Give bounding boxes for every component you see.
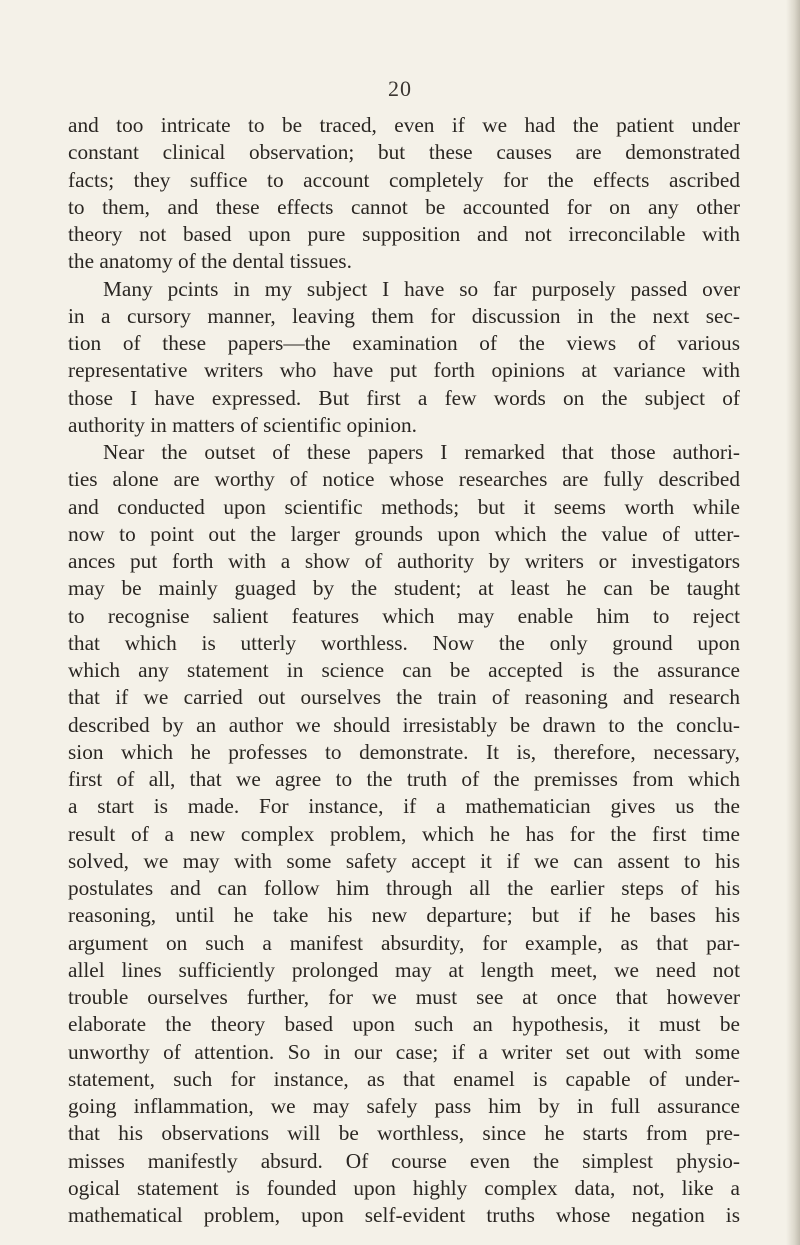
text-line: constant clinical observation; but these causes are demonstrated [68, 140, 740, 165]
text-line: that his observations will be worthless, since he starts from pre- [68, 1121, 740, 1146]
text-line: statement, such for instance, as that enamel is capable of under- [68, 1066, 740, 1091]
text-line: now to point out the larger grounds upon which the value of utter- [68, 521, 740, 546]
text-line: postulates and can follow him through all the earlier steps of his [68, 876, 740, 900]
text-line: ties alone are worthy of notice whose researches are fully described [68, 467, 740, 492]
page-number: 20 [388, 76, 412, 101]
text-line: in a cursory manner, leaving them for discussion in the next sec- [68, 303, 740, 328]
text-line: which any statement in science can be accepted is the assurance [68, 658, 740, 682]
text-line: to recognise salient features which may enable him to reject [68, 603, 740, 628]
text-line: reasoning, until he take his new departure; but if he bases his [68, 903, 740, 928]
text-line: the anatomy of the dental tissues. [68, 249, 352, 274]
text-line: ances put forth with a show of authority by writers or investigators [68, 549, 740, 573]
text-line: may be mainly guaged by the student; at least he can be taught [68, 576, 740, 601]
text-line: authority in matters of scientific opinion. [68, 412, 417, 437]
text-line: first of all, that we agree to the truth of the premisses from which [68, 767, 740, 791]
text-line: going inflammation, we may safely pass him by in full assurance [68, 1094, 740, 1118]
text-line: sion which he professes to demonstrate. It is, therefore, necessary, [68, 739, 740, 764]
text-line: those I have expressed. But first a few words on the subject of [68, 385, 740, 410]
text-line: a start is made. For instance, if a mathematician gives us the [68, 794, 740, 819]
text-line: mathematical problem, upon self-evident truths whose negation is [68, 1203, 740, 1227]
text-line: tion of these papers—the examination of the views of various [68, 331, 740, 355]
text-line: that if we carried out ourselves the train of reasoning and research [68, 685, 740, 710]
text-line: that which is utterly worthless. Now the only ground upon [68, 630, 740, 655]
text-line: argument on such a manifest absurdity, for example, as that par- [68, 930, 740, 955]
text-line: trouble ourselves further, for we must see at once that however [68, 985, 740, 1009]
text-line: representative writers who have put forth opinions at variance with [68, 358, 740, 383]
text-line: Near the outset of these papers I remarked that those authori- [103, 440, 740, 464]
body-text [68, 112, 740, 1229]
text-line: allel lines sufficiently prolonged may at length meet, we need not [68, 957, 740, 982]
text-line: described by an author we should irresistably be drawn to the conclu- [68, 712, 740, 737]
text-line: facts; they suffice to account completely for the effects ascribed [68, 167, 740, 192]
text-line: unworthy of attention. So in our case; if a writer set out with some [68, 1039, 740, 1064]
text-line: Many pcints in my subject I have so far purposely passed over [103, 276, 740, 301]
text-line: to them, and these effects cannot be accounted for on any other [68, 194, 740, 219]
text-line: elaborate the theory based upon such an hypothesis, it must be [68, 1012, 740, 1037]
text-line: result of a new complex problem, which he has for the first time [68, 821, 740, 846]
text-line: and conducted upon scientific methods; but it seems worth while [68, 494, 740, 519]
text-line: ogical statement is founded upon highly complex data, not, like a [68, 1175, 740, 1200]
text-line: misses manifestly absurd. Of course even the simplest physio- [68, 1148, 740, 1173]
page-edge-shadow [786, 0, 800, 1245]
text-line: theory not based upon pure supposition and not irreconcilable with [68, 222, 740, 246]
text-line: and too intricate to be traced, even if we had the patient under [68, 113, 740, 137]
text-line: solved, we may with some safety accept it if we can assent to his [68, 848, 740, 873]
